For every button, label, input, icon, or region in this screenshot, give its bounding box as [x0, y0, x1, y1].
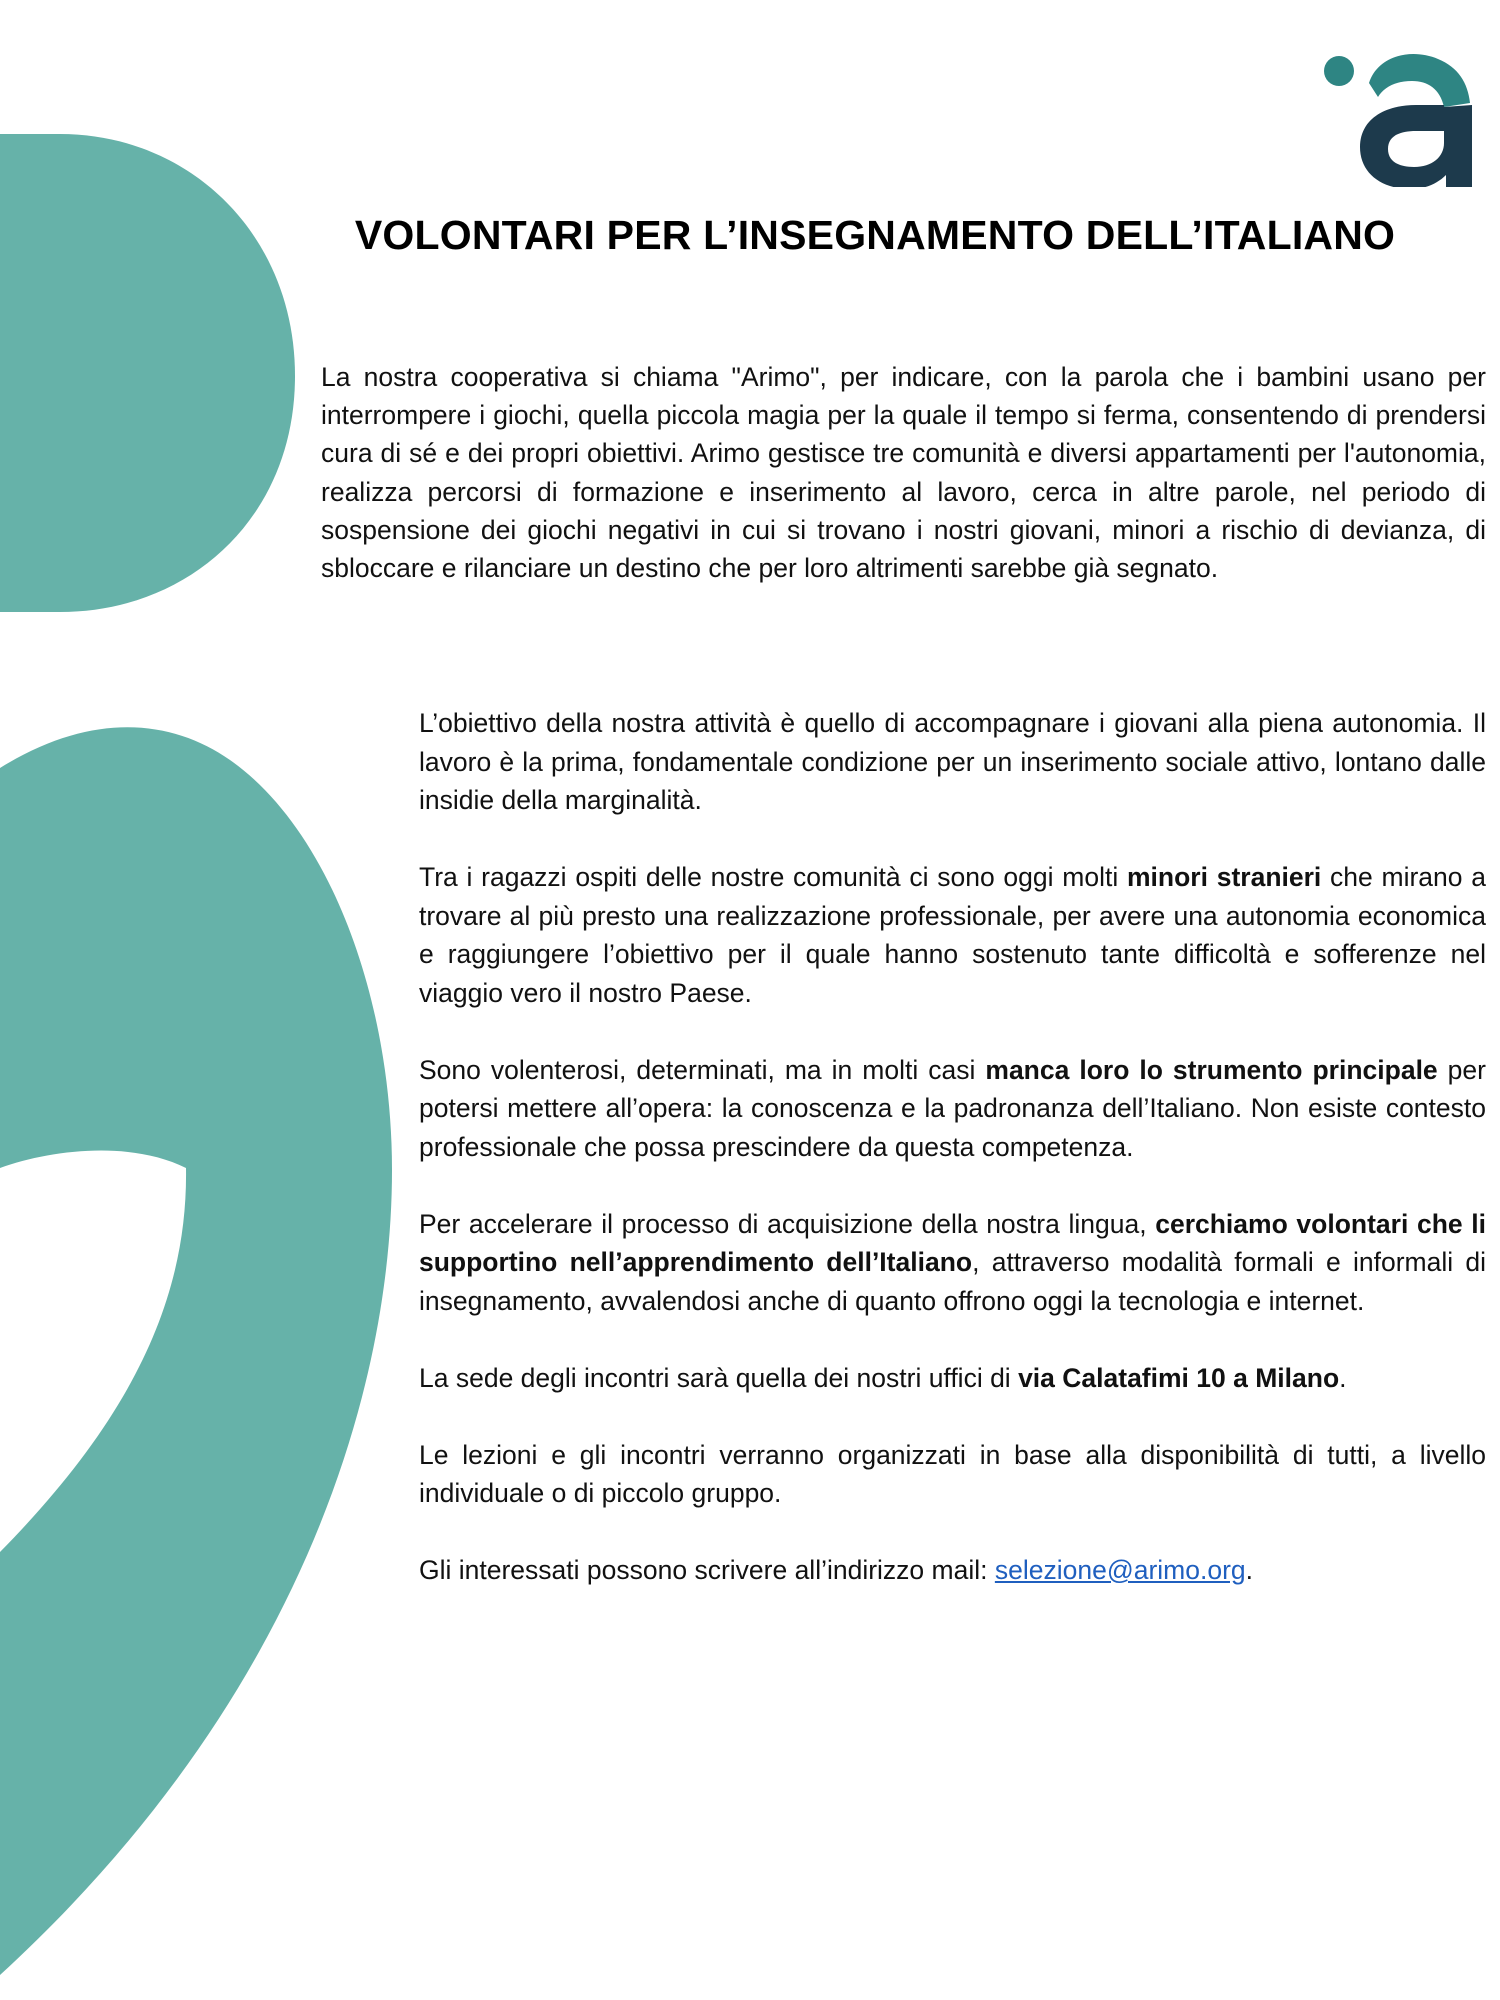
paragraph-contact: [419, 1551, 1486, 1590]
paragraph-objective: L’obiettivo della nostra attività è quello di accompagnare i giovani alla piena autonomia. Il lavoro è la prima, fondamentale condizione per un inserimento sociale attivo, lontano dalle insidie della marginalità.: [419, 708, 1486, 815]
intro-paragraph: La nostra cooperativa si chiama "Arimo", per indicare, con la parola che i bambini usano per interrompere i giochi, quella piccola magia per la quale il tempo si ferma, consentendo di prendersi cura di sé e dei propri obiettivi. Arimo gestisce tre comunità e diversi appartamenti per l'autonomia, realizza percorsi di formazione e inserimento al lavoro, cerca in altre parole, nel periodo di sospensione dei giochi negativi in cui si trovano i nostri giovani, minori a rischio di devianza, di sbloccare e rilanciare un destino che per loro altrimenti sarebbe già segnato.: [321, 362, 1486, 584]
teal-dot-shape: [0, 134, 295, 612]
logo-dot-icon: [1324, 56, 1354, 86]
text-run: Tra i ragazzi ospiti delle nostre comunità ci sono oggi molti: [419, 862, 1127, 892]
bold-text-run: minori stranieri: [1126, 862, 1322, 892]
paragraph-seeking-volunteers: [419, 1205, 1486, 1321]
text-run: , attraverso modalità formali e informali di insegnamento, avvalendosi anche di quanto offrono oggi la tecnologia e internet.: [419, 1247, 1487, 1316]
text-run: Gli interessati possono scrivere all’indirizzo mail:: [419, 1555, 995, 1585]
document-title: VOLONTARI PER L’INSEGNAMENTO DELL’ITALIANO: [354, 212, 1396, 258]
text-run: La sede degli incontri sarà quella dei nostri uffici di: [419, 1362, 1019, 1393]
email-link[interactable]: selezione@arimo.org: [994, 1555, 1246, 1585]
bold-text-run: cerchiamo volontari che li supportino nell’apprendimento dell’Italiano: [419, 1208, 1486, 1277]
text-run: per potersi mettere all’opera: la conoscenza e la padronanza dell’Italiano. Non esiste contesto professionale che possa prescindere da questa competenza.: [419, 1054, 1486, 1162]
logo-accent-icon: [1369, 54, 1470, 107]
bold-text-run: manca loro lo strumento principale: [985, 1054, 1438, 1085]
text-run: che mirano a trovare al più presto una realizzazione professionale, per avere una autonomia economica e raggiungere l’obiettivo per il quale hanno sostenuto tante difficoltà e sofferenze nel viaggio vero il nostro Paese.: [419, 862, 1486, 1008]
text-run: Sono volenterosi, determinati, ma in molti casi: [419, 1054, 986, 1085]
text-run: .: [1245, 1555, 1254, 1585]
bold-text-run: via Calatafimi 10 a Milano: [1018, 1362, 1340, 1393]
text-run: .: [1339, 1362, 1347, 1393]
arimo-a-logo: [1320, 45, 1488, 187]
text-run: Per accelerare il processo di acquisizione della nostra lingua,: [419, 1208, 1156, 1239]
paragraph-missing-tool: [419, 1051, 1486, 1167]
logo-a-body-icon: [1360, 105, 1472, 187]
paragraph-foreign-minors: [419, 858, 1486, 1012]
body-text: [419, 704, 1486, 1628]
paragraph-location: [419, 1359, 1486, 1398]
paragraph-organization: Le lezioni e gli incontri verranno organizzati in base alla disponibilità di tutti, a livello individuale o di piccolo gruppo.: [419, 1439, 1486, 1508]
teal-comma-shape: [0, 727, 392, 1975]
